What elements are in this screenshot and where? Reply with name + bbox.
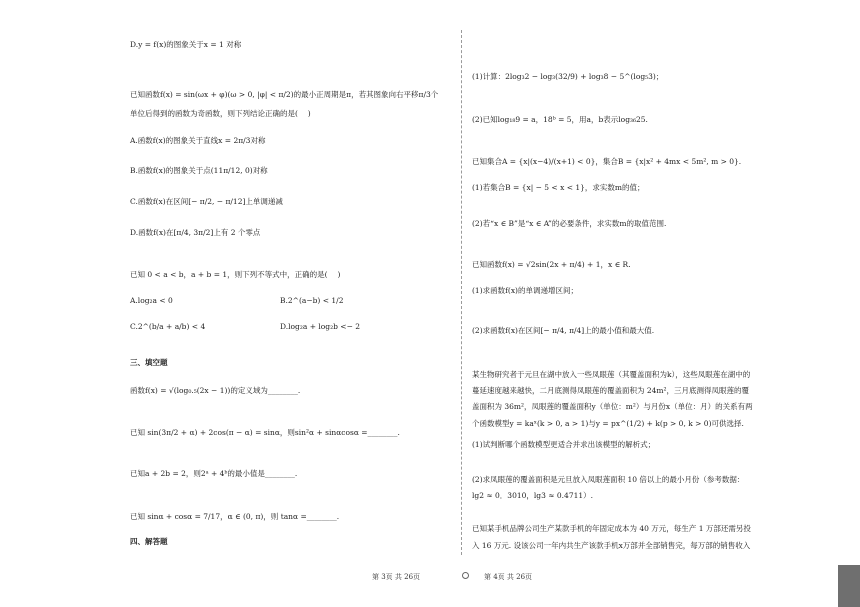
right-page-number: 第 4页 共 26页 — [484, 573, 533, 581]
text-line: C.2^(b/a + a/b) < 4 — [130, 322, 206, 331]
text-line: 已知某手机品牌公司生产某款手机的年固定成本为 40 万元，每生产 1 万部还需另投 — [472, 524, 751, 533]
scroll-tab[interactable] — [838, 565, 860, 607]
text-line: (2)若“x ∈ B”是“x ∈ A”的必要条件，求实数m的取值范围. — [472, 219, 667, 228]
text-line: A.函数f(x)的图象关于直线x = 2π/3对称 — [130, 136, 266, 145]
text-line: 已知 sinα + cosα = 7/17，α ∈ (0, π)，则 tanα =________. — [130, 512, 340, 521]
text-line: (1)计算：2log₃2 − log₃(32/9) + log₃8 − 5^(log₅3)； — [472, 72, 664, 81]
text-line: 蔓延速度越来越快，二月底测得凤眼莲的覆盖面积为 24m²，三月底测得凤眼莲的覆 — [472, 386, 750, 395]
text-line: A.log₂a < 0 — [130, 296, 173, 305]
text-line: (2)求函数f(x)在区间[− π/4, π/4]上的最小值和最大值. — [472, 326, 655, 335]
text-line: 已知函数f(x) = √2sin(2x + π/4) + 1，x ∈ R. — [472, 260, 631, 269]
text-line: 函数f(x) = √(log₀.₅(2x − 1))的定义域为________. — [130, 386, 301, 395]
text-line: lg2 ≈ 0．3010，lg3 ≈ 0.4711）. — [472, 491, 594, 500]
text-line: (1)试判断哪个函数模型更适合并求出该模型的解析式； — [472, 440, 656, 449]
text-line: 已知集合A = {x|(x−4)/(x+1) < 0}，集合B = {x|x² + 4mx < 5m², m > 0}. — [472, 157, 742, 166]
page-center-mark — [462, 572, 469, 579]
text-line: 已知 0 < a < b，a + b = 1，则下列不等式中，正确的是( ) — [130, 270, 341, 279]
text-line: 已知a + 2b = 2，则2ᵃ + 4ᵇ的最小值是________. — [130, 469, 298, 478]
left-page-number: 第 3页 共 26页 — [372, 573, 421, 581]
text-line: B.2^(a−b) < 1/2 — [280, 296, 344, 305]
text-line: (2)求凤眼莲的覆盖面积是元旦放入凤眼莲面积 10 倍以上的最小月份（参考数据： — [472, 475, 745, 484]
text-line: 盖面积为 36m²，凤眼莲的覆盖面积y（单位：m²）与月份x（单位：月）的关系有两 — [472, 402, 753, 411]
text-line: (1)若集合B = {x| − 5 < x < 1}，求实数m的值； — [472, 183, 645, 192]
text-line: D.log₂a + log₂b <− 2 — [280, 322, 361, 331]
text-line: D.y = f(x)的图象关于x = 1 对称 — [130, 40, 242, 49]
text-line: 个函数模型y = kaˣ(k > 0, a > 1)与y = px^(1/2) + k(p > 0, k > 0)可供选择. — [472, 419, 744, 428]
text-line: D.函数f(x)在[π/4, 3π/2]上有 2 个零点 — [130, 228, 261, 237]
text-line: (2)已知log₁₈9 = a，18ᵇ = 5，用a，b表示log₃₆25. — [472, 115, 648, 124]
page-divider — [461, 30, 462, 555]
text-line: 已知 sin(3π/2 + α) + 2cos(π − α) = sinα，则sin²α + sinαcosα =________. — [130, 428, 400, 437]
text-line: 已知函数f(x) = sin(ωx + φ)(ω > 0, |φ| < π/2)的最小正周期是π，若其图象向右平移π/3个 — [130, 90, 439, 99]
text-line: C.函数f(x)在区间[− π/2, − π/12]上单调递减 — [130, 197, 283, 206]
text-line: (1)求函数f(x)的单调递增区间； — [472, 286, 578, 295]
section-heading: 三、填空题 — [130, 358, 168, 367]
section-heading: 四、解答题 — [130, 537, 168, 546]
text-line: 入 16 万元. 设该公司一年内共生产该款手机x万部并全部销售完，每万部的销售收入 — [472, 541, 751, 550]
text-line: 单位后得到的函数为奇函数，则下列结论正确的是( ) — [130, 109, 311, 118]
text-line: 某生物研究者于元旦在湖中放入一些凤眼莲（其覆盖面积为k），这些凤眼莲在湖中的 — [472, 370, 751, 379]
text-line: B.函数f(x)的图象关于点(11π/12, 0)对称 — [130, 166, 268, 175]
